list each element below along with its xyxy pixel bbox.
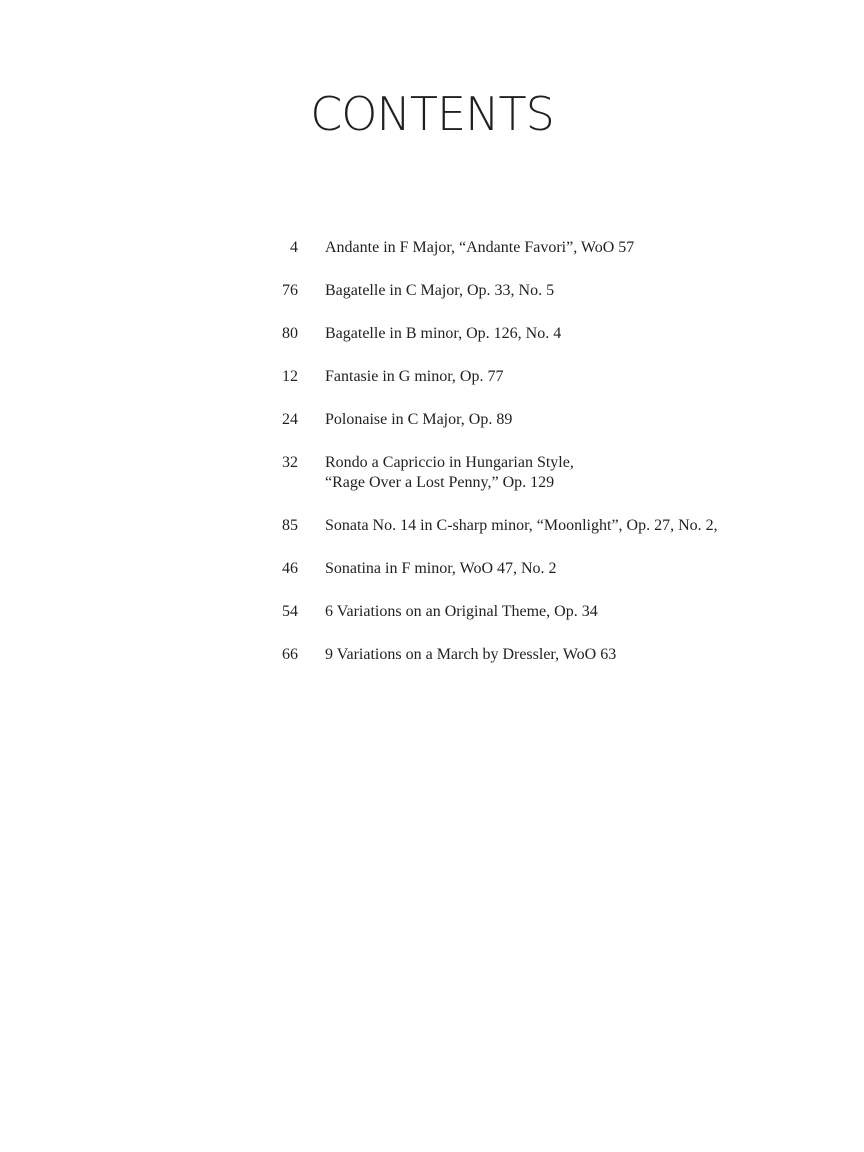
toc-page-number: 32 [282,454,298,471]
toc-entry-title: Bagatelle in C Major, Op. 33, No. 5 [325,282,555,299]
toc-entry[interactable] [0,410,864,430]
toc-entry-title: Bagatelle in B minor, Op. 126, No. 4 [325,325,562,342]
toc-page-number: 24 [282,411,298,428]
toc-page-number: 80 [282,325,298,342]
table-of-contents [0,238,864,688]
toc-page-number: 76 [282,282,298,299]
toc-entry[interactable] [0,281,864,301]
toc-page-number: 4 [290,239,298,256]
toc-page-number: 46 [282,560,298,577]
toc-page-number: 85 [282,517,298,534]
toc-entry[interactable] [0,367,864,387]
toc-entry-title: Rondo a Capriccio in Hungarian Style, “Rage Over a Lost Penny,” Op. 129 [325,454,574,491]
toc-entry[interactable] [0,602,864,622]
toc-entry-title: Sonata No. 14 in C-sharp minor, “Moonlight”, Op. 27, No. 2, [325,517,718,534]
toc-entry[interactable] [0,453,864,493]
toc-page-number: 12 [282,368,298,385]
toc-entry[interactable] [0,238,864,258]
toc-entry-title: Sonatina in F minor, WoO 47, No. 2 [325,560,557,577]
toc-entry-title: Fantasie in G minor, Op. 77 [325,368,504,385]
toc-entry[interactable] [0,324,864,344]
page-title: CONTENTS [310,87,554,141]
toc-entry-title: 9 Variations on a March by Dressler, WoO 63 [325,646,617,663]
toc-page-number: 66 [282,646,298,663]
toc-entry-title: 6 Variations on an Original Theme, Op. 34 [325,603,598,620]
toc-entry-title: Andante in F Major, “Andante Favori”, WoO 57 [325,239,635,256]
toc-entry[interactable] [0,559,864,579]
toc-entry[interactable] [0,516,864,536]
toc-entry[interactable] [0,645,864,665]
toc-page-number: 54 [282,603,298,620]
toc-entry-title: Polonaise in C Major, Op. 89 [325,411,513,428]
